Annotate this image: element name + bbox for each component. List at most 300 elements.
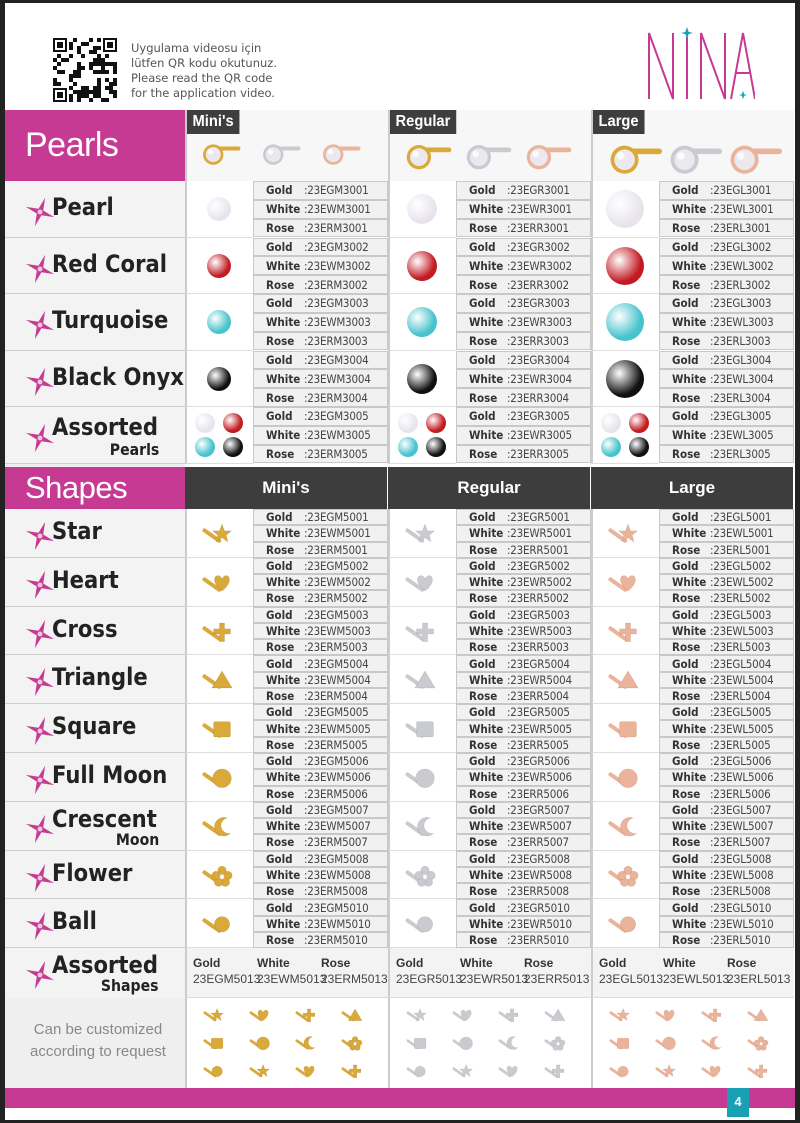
flower-earring-icon bbox=[605, 857, 645, 893]
assorted-code bbox=[396, 955, 462, 987]
metal-label: Rose bbox=[266, 277, 295, 292]
metal-label: Rose bbox=[469, 737, 498, 752]
product-code bbox=[456, 737, 591, 753]
shape-name: Heart bbox=[52, 565, 119, 594]
metal-label: Rose bbox=[266, 640, 295, 655]
metal-label: Rose bbox=[266, 390, 295, 405]
pearl-image-cell bbox=[591, 407, 659, 464]
square-earring-icon bbox=[605, 710, 645, 746]
mini-earring-icon bbox=[339, 1002, 367, 1027]
code-value: 23ERR5013 bbox=[524, 972, 590, 987]
code-value: :23EGR5004 bbox=[507, 656, 570, 671]
product-code bbox=[659, 769, 794, 785]
metal-label: Gold bbox=[266, 296, 293, 311]
code-value: :23EWM5008 bbox=[304, 867, 371, 882]
product-code bbox=[659, 916, 794, 932]
code-value: :23EGR5006 bbox=[507, 754, 570, 769]
pearl-swatch bbox=[207, 367, 231, 391]
code-value: :23EWM5003 bbox=[304, 623, 371, 638]
metal-label: Rose bbox=[727, 956, 757, 971]
product-code bbox=[659, 639, 794, 655]
metal-label: Gold bbox=[672, 851, 699, 866]
code-value: :23EWL5002 bbox=[710, 575, 774, 590]
code-value: :23EWR5003 bbox=[507, 623, 572, 638]
metal-label: White bbox=[469, 672, 504, 687]
metal-label: Gold bbox=[266, 558, 293, 573]
metal-label: Rose bbox=[672, 835, 701, 850]
metal-label: Gold bbox=[469, 409, 496, 424]
metal-label: White bbox=[460, 956, 493, 971]
metal-label: Gold bbox=[672, 239, 699, 254]
product-code bbox=[253, 388, 388, 407]
code-value: :23EWM3003 bbox=[304, 315, 371, 330]
product-code bbox=[253, 426, 388, 445]
metal-label: White bbox=[469, 428, 504, 443]
metal-label: Rose bbox=[321, 956, 351, 971]
crescent-earring-icon bbox=[402, 808, 442, 844]
assorted-subname: Shapes bbox=[101, 976, 159, 996]
code-value: :23EGM5003 bbox=[304, 607, 369, 622]
code-value: :23EWL5008 bbox=[710, 867, 774, 882]
crescent-earring-icon bbox=[605, 808, 645, 844]
pearl-name: Black Onyx bbox=[52, 362, 184, 391]
mini-earring-icon bbox=[699, 1002, 727, 1027]
product-code bbox=[659, 509, 794, 525]
code-value: :23ERM5008 bbox=[304, 884, 368, 899]
ball-earring-icon bbox=[199, 905, 239, 941]
cross-earring-icon bbox=[402, 613, 442, 649]
product-code bbox=[659, 574, 794, 590]
pearl-swatch bbox=[398, 437, 418, 457]
code-value: 23EWM5013 bbox=[257, 972, 327, 987]
product-code bbox=[456, 200, 591, 219]
code-value: :23ERR5001 bbox=[507, 542, 569, 557]
product-code bbox=[659, 607, 794, 623]
code-value: :23ERL3003 bbox=[710, 334, 771, 349]
mini-earring-icon bbox=[404, 1030, 432, 1055]
mini-earring-icon bbox=[607, 1058, 635, 1083]
metal-label: Gold bbox=[266, 851, 293, 866]
pearl-name: Assorted bbox=[52, 413, 158, 441]
product-code bbox=[253, 256, 388, 275]
product-code bbox=[659, 294, 794, 313]
mini-earring-icon bbox=[699, 1030, 727, 1055]
metal-label: Gold bbox=[672, 705, 699, 720]
product-code bbox=[456, 445, 591, 464]
code-value: :23ERR5007 bbox=[507, 835, 569, 850]
code-value: :23EWL5003 bbox=[710, 623, 774, 638]
product-code bbox=[659, 181, 794, 200]
metal-label: White bbox=[266, 721, 301, 736]
code-value: :23EWM5010 bbox=[304, 916, 371, 931]
mini-earring-icon bbox=[450, 1058, 478, 1083]
metal-label: White bbox=[469, 867, 504, 882]
full-moon-earring-icon bbox=[402, 759, 442, 795]
metal-label: Rose bbox=[672, 884, 701, 899]
code-value: :23EWR5002 bbox=[507, 575, 572, 590]
pearl-image-cell bbox=[185, 407, 253, 464]
code-value: :23EWR3004 bbox=[507, 371, 572, 386]
mini-earring-icon bbox=[653, 1002, 681, 1027]
pearl-name: Pearl bbox=[52, 193, 114, 221]
product-code bbox=[253, 639, 388, 655]
mini-earring-icon bbox=[496, 1058, 524, 1083]
product-code bbox=[253, 558, 388, 574]
shape-name: Flower bbox=[52, 858, 133, 887]
code-value: :23ERR5008 bbox=[507, 884, 569, 899]
metal-label: Rose bbox=[266, 786, 295, 801]
shapes-section-title: Shapes bbox=[5, 467, 185, 509]
metal-label: Gold bbox=[193, 956, 221, 971]
product-code bbox=[659, 802, 794, 818]
product-code bbox=[253, 200, 388, 219]
code-value: 23EWR5013 bbox=[460, 972, 529, 987]
code-value: :23ERL3002 bbox=[710, 277, 771, 292]
metal-label: White bbox=[469, 721, 504, 736]
product-code bbox=[456, 672, 591, 688]
code-value: :23ERR3001 bbox=[507, 221, 569, 236]
product-code bbox=[456, 558, 591, 574]
metal-label: Gold bbox=[266, 352, 293, 367]
metal-label: White bbox=[672, 770, 707, 785]
metal-label: White bbox=[672, 371, 707, 386]
assorted-code bbox=[321, 955, 388, 987]
code-value: :23ERM5003 bbox=[304, 640, 368, 655]
metal-label: White bbox=[672, 428, 707, 443]
mini-earring-icon bbox=[699, 1058, 727, 1083]
code-value: :23ERM5002 bbox=[304, 591, 368, 606]
code-value: :23ERL5001 bbox=[710, 542, 771, 557]
code-value: :23ERL3005 bbox=[710, 447, 771, 462]
code-value: :23ERM3004 bbox=[304, 390, 368, 405]
metal-label: White bbox=[266, 770, 301, 785]
shape-name: Cross bbox=[52, 614, 118, 643]
metal-label: Gold bbox=[469, 705, 496, 720]
product-code bbox=[659, 720, 794, 736]
product-code bbox=[456, 590, 591, 606]
code-value: :23EGL5001 bbox=[710, 510, 772, 525]
code-value: :23EGL3002 bbox=[710, 239, 772, 254]
mini-earring-icon bbox=[339, 1058, 367, 1083]
pearl-stud-rose-icon bbox=[725, 141, 787, 178]
product-code bbox=[253, 369, 388, 388]
product-code bbox=[456, 351, 591, 370]
mini-earring-icon bbox=[404, 1058, 432, 1083]
code-value: :23ERR5006 bbox=[507, 786, 569, 801]
sparkle-icon bbox=[25, 960, 55, 990]
product-code bbox=[659, 407, 794, 426]
metal-label: Rose bbox=[469, 390, 498, 405]
product-code bbox=[456, 574, 591, 590]
product-code bbox=[253, 655, 388, 671]
product-code bbox=[456, 883, 591, 899]
product-code bbox=[253, 525, 388, 541]
mini-earring-icon bbox=[450, 1030, 478, 1055]
shape-name: Triangle bbox=[52, 663, 148, 692]
mini-earring-icon bbox=[745, 1058, 773, 1083]
metal-label: Gold bbox=[469, 239, 496, 254]
product-code bbox=[253, 219, 388, 238]
metal-label: Rose bbox=[469, 835, 498, 850]
metal-label: Gold bbox=[266, 705, 293, 720]
pearl-swatch bbox=[606, 190, 644, 228]
metal-label: Rose bbox=[266, 221, 295, 236]
metal-label: White bbox=[672, 819, 707, 834]
code-value: :23ERL3004 bbox=[710, 390, 771, 405]
sparkle-icon bbox=[25, 619, 55, 649]
mini-earring-icon bbox=[653, 1030, 681, 1055]
assorted-code bbox=[193, 955, 260, 987]
product-code bbox=[253, 688, 388, 704]
code-value: :23EGR5010 bbox=[507, 900, 570, 915]
code-value: :23EGL3005 bbox=[710, 409, 772, 424]
assorted-code bbox=[257, 955, 326, 987]
metal-label: Gold bbox=[266, 510, 293, 525]
flower-earring-icon bbox=[199, 857, 239, 893]
qr-instructions bbox=[131, 41, 277, 101]
qr-code-icon bbox=[53, 38, 117, 102]
product-code bbox=[456, 688, 591, 704]
assorted-code bbox=[460, 955, 528, 987]
product-code bbox=[253, 883, 388, 899]
code-value: :23ERM3005 bbox=[304, 447, 368, 462]
product-code bbox=[456, 407, 591, 426]
star-earring-icon bbox=[605, 515, 645, 551]
triangle-earring-icon bbox=[605, 661, 645, 697]
pearl-image-cell bbox=[388, 407, 456, 464]
metal-label: Rose bbox=[672, 390, 701, 405]
code-value: :23EWM5002 bbox=[304, 575, 371, 590]
sparkle-icon bbox=[25, 716, 55, 746]
metal-label: White bbox=[672, 575, 707, 590]
heart-earring-icon bbox=[605, 564, 645, 600]
code-value: :23EGL5010 bbox=[710, 900, 772, 915]
code-value: :23ERL5006 bbox=[710, 786, 771, 801]
metal-label: Gold bbox=[672, 802, 699, 817]
metal-label: White bbox=[672, 526, 707, 541]
code-value: :23EGL5006 bbox=[710, 754, 772, 769]
code-value: :23EGL3003 bbox=[710, 296, 772, 311]
code-value: 23EGM5013 bbox=[193, 972, 261, 987]
pearl-stud-gold-icon bbox=[605, 141, 667, 178]
pearl-size-label: Regular bbox=[390, 110, 456, 134]
product-code bbox=[253, 932, 388, 948]
pearl-swatch bbox=[223, 413, 243, 433]
metal-label: Rose bbox=[672, 737, 701, 752]
pearl-swatch bbox=[407, 364, 437, 394]
metal-label: White bbox=[663, 956, 696, 971]
pearl-stud-white-icon bbox=[462, 141, 515, 173]
code-value: :23EWR3001 bbox=[507, 202, 572, 217]
metal-label: White bbox=[672, 867, 707, 882]
pearl-stud-gold-icon bbox=[199, 141, 244, 168]
product-code bbox=[456, 655, 591, 671]
mini-earring-icon bbox=[542, 1058, 570, 1083]
product-code bbox=[253, 294, 388, 313]
metal-label: Rose bbox=[672, 689, 701, 704]
shape-name: Square bbox=[52, 712, 137, 741]
qr-text-en-2: for the application video. bbox=[131, 86, 275, 100]
product-code bbox=[659, 818, 794, 834]
metal-label: Rose bbox=[266, 689, 295, 704]
metal-label: Gold bbox=[469, 851, 496, 866]
metal-label: White bbox=[672, 721, 707, 736]
code-value: :23EWR5006 bbox=[507, 770, 572, 785]
square-earring-icon bbox=[402, 710, 442, 746]
product-code bbox=[659, 704, 794, 720]
code-value: :23ERM5004 bbox=[304, 689, 368, 704]
metal-label: Gold bbox=[469, 296, 496, 311]
pearl-stud-white-icon bbox=[665, 141, 727, 178]
product-code bbox=[253, 509, 388, 525]
metal-label: White bbox=[469, 819, 504, 834]
product-code bbox=[253, 737, 388, 753]
metal-label: Rose bbox=[672, 277, 701, 292]
product-code bbox=[659, 899, 794, 915]
code-value: :23EGR3001 bbox=[507, 183, 570, 198]
code-value: :23EWM3004 bbox=[304, 371, 371, 386]
code-value: :23ERL5010 bbox=[710, 933, 771, 948]
metal-label: Gold bbox=[266, 183, 293, 198]
sparkle-icon bbox=[25, 570, 55, 600]
product-code bbox=[456, 542, 591, 558]
shape-name: Ball bbox=[52, 907, 97, 936]
metal-label: Gold bbox=[672, 183, 699, 198]
shape-name: Full Moon bbox=[52, 761, 168, 789]
product-code bbox=[253, 181, 388, 200]
shape-size-header: Mini's bbox=[185, 467, 387, 509]
product-code bbox=[659, 753, 794, 769]
code-value: :23EWM5007 bbox=[304, 819, 371, 834]
product-code bbox=[253, 851, 388, 867]
product-code bbox=[456, 388, 591, 407]
square-earring-icon bbox=[199, 710, 239, 746]
metal-label: Gold bbox=[469, 900, 496, 915]
metal-label: White bbox=[469, 371, 504, 386]
product-code bbox=[253, 818, 388, 834]
metal-label: White bbox=[257, 956, 290, 971]
code-value: :23EGR3005 bbox=[507, 409, 570, 424]
product-code bbox=[659, 834, 794, 850]
pearl-stud-rose-icon bbox=[522, 141, 575, 173]
page-number: 4 bbox=[727, 1085, 749, 1117]
shape-name: Star bbox=[52, 517, 102, 545]
metal-label: Rose bbox=[266, 591, 295, 606]
product-code bbox=[456, 720, 591, 736]
metal-label: White bbox=[266, 202, 301, 217]
code-value: :23EGL5002 bbox=[710, 558, 772, 573]
metal-label: White bbox=[672, 202, 707, 217]
pearl-name: Turquoise bbox=[52, 306, 169, 334]
page-footer-bar bbox=[5, 1088, 795, 1108]
code-value: 23ERL5013 bbox=[727, 972, 791, 987]
code-value: :23EGM5007 bbox=[304, 802, 369, 817]
metal-label: Rose bbox=[469, 277, 498, 292]
code-value: :23EGL5003 bbox=[710, 607, 772, 622]
product-code bbox=[253, 407, 388, 426]
sparkle-icon bbox=[25, 197, 55, 227]
product-code bbox=[659, 737, 794, 753]
mini-earring-icon bbox=[607, 1030, 635, 1055]
code-value: :23EWL3005 bbox=[710, 428, 774, 443]
code-value: :23EWR3002 bbox=[507, 258, 572, 273]
code-value: :23ERR5005 bbox=[507, 737, 569, 752]
code-value: :23EWL5001 bbox=[710, 526, 774, 541]
code-value: :23EGL3001 bbox=[710, 183, 772, 198]
code-value: :23EWM3002 bbox=[304, 258, 371, 273]
page-header bbox=[5, 3, 795, 110]
code-value: :23ERM5006 bbox=[304, 786, 368, 801]
code-value: :23EGM3003 bbox=[304, 296, 369, 311]
code-value: :23EWR3003 bbox=[507, 315, 572, 330]
mini-earring-icon bbox=[542, 1002, 570, 1027]
metal-label: White bbox=[672, 916, 707, 931]
code-value: :23EWL5006 bbox=[710, 770, 774, 785]
product-code bbox=[659, 426, 794, 445]
metal-label: White bbox=[672, 315, 707, 330]
metal-label: Gold bbox=[469, 183, 496, 198]
product-code bbox=[659, 275, 794, 294]
product-code bbox=[253, 899, 388, 915]
code-value: :23EWL3004 bbox=[710, 371, 774, 386]
product-code bbox=[456, 623, 591, 639]
crescent-earring-icon bbox=[199, 808, 239, 844]
qr-text-tr-2: lütfen QR kodu okutunuz. bbox=[131, 56, 277, 70]
product-code bbox=[253, 351, 388, 370]
pearl-stud-white-icon bbox=[259, 141, 304, 168]
sparkle-icon bbox=[25, 863, 55, 893]
sparkle-icon bbox=[25, 310, 55, 340]
product-code bbox=[456, 818, 591, 834]
metal-label: White bbox=[266, 315, 301, 330]
metal-label: White bbox=[469, 202, 504, 217]
product-code bbox=[659, 623, 794, 639]
metal-label: Rose bbox=[469, 689, 498, 704]
code-value: :23ERM3001 bbox=[304, 221, 368, 236]
code-value: :23EWM3001 bbox=[304, 202, 371, 217]
mini-earring-icon bbox=[496, 1030, 524, 1055]
product-code bbox=[253, 574, 388, 590]
product-code bbox=[659, 525, 794, 541]
product-code bbox=[253, 704, 388, 720]
metal-label: Gold bbox=[469, 510, 496, 525]
shape-size-header: Large bbox=[591, 467, 793, 509]
assorted-code bbox=[524, 955, 589, 987]
metal-label: Rose bbox=[266, 542, 295, 557]
metal-label: Rose bbox=[469, 334, 498, 349]
code-value: :23EWR5005 bbox=[507, 721, 572, 736]
code-value: :23ERL5005 bbox=[710, 737, 771, 752]
code-value: 23EGR5013 bbox=[396, 972, 463, 987]
product-code bbox=[253, 542, 388, 558]
mini-earring-icon bbox=[404, 1002, 432, 1027]
metal-label: White bbox=[672, 258, 707, 273]
code-value: :23EGR5007 bbox=[507, 802, 570, 817]
metal-label: Rose bbox=[469, 933, 498, 948]
code-value: :23ERL5003 bbox=[710, 640, 771, 655]
code-value: :23EGM5006 bbox=[304, 754, 369, 769]
code-value: :23EGM3005 bbox=[304, 409, 369, 424]
product-code bbox=[659, 883, 794, 899]
metal-label: White bbox=[672, 672, 707, 687]
flower-earring-icon bbox=[402, 857, 442, 893]
product-code bbox=[456, 369, 591, 388]
code-value: :23EGM5010 bbox=[304, 900, 369, 915]
code-value: :23EGL3004 bbox=[710, 352, 772, 367]
product-code bbox=[456, 867, 591, 883]
metal-label: White bbox=[266, 916, 301, 931]
metal-label: Rose bbox=[672, 933, 701, 948]
